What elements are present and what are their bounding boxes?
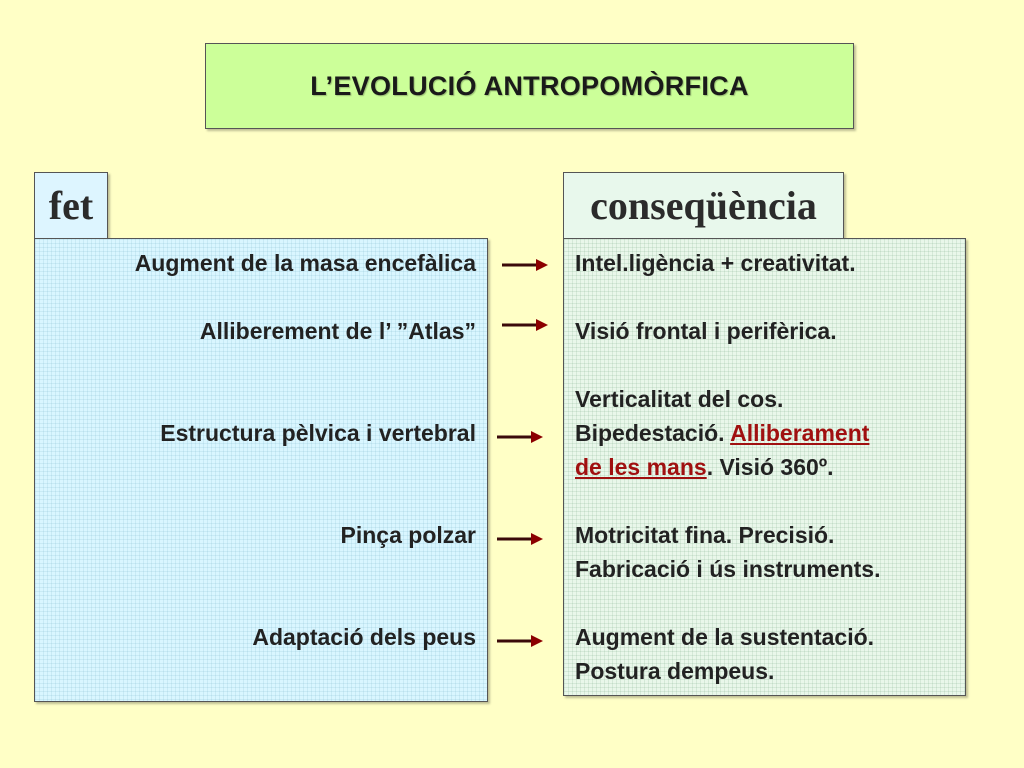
consequence-item-3-line-3 <box>575 450 834 484</box>
arrow-right-icon <box>502 318 548 332</box>
consequence-item-5-line-1: Augment de la sustentació. <box>575 624 875 650</box>
fact-item-2: Alliberement de l’ ”Atlas” <box>199 318 476 344</box>
consequence-item-3-line-1: Verticalitat del cos. <box>575 386 784 412</box>
fact-item-5: Adaptació dels peus <box>252 624 476 650</box>
highlighted-text: Alliberament <box>730 420 870 446</box>
fact-item-3: Estructura pèlvica i vertebral <box>160 420 476 446</box>
fact-item-1: Augment de la masa encefàlica <box>134 250 476 276</box>
consequencia-header-box <box>563 172 844 239</box>
fact-item-4: Pinça polzar <box>340 522 476 548</box>
consequence-item-2: Visió frontal i perifèrica. <box>575 318 837 344</box>
highlighted-text: de les mans <box>575 454 707 480</box>
consequence-item-4-line-1: Motricitat fina. Precisió. <box>575 522 835 548</box>
arrow-right-icon <box>497 430 543 444</box>
arrow-right-icon <box>502 258 548 272</box>
page-title: L’EVOLUCIÓ ANTROPOMÒRFICA <box>310 70 749 101</box>
consequence-item-4-line-2: Fabricació i ús instruments. <box>575 556 881 582</box>
consequence-text: Bipedestació. <box>575 420 731 446</box>
consequence-item-1: Intel.ligència + creativitat. <box>575 250 856 276</box>
arrow-right-icon <box>497 532 543 546</box>
fet-header: fet <box>48 183 94 228</box>
title-box <box>205 43 854 129</box>
consequence-item-3-line-2 <box>575 416 869 450</box>
fet-header-box <box>34 172 108 239</box>
consequencia-header: conseqüència <box>590 183 817 228</box>
consequence-text: . Visió 360º. <box>706 454 834 480</box>
arrow-right-icon <box>497 634 543 648</box>
consequence-item-5-line-2: Postura dempeus. <box>575 658 775 684</box>
